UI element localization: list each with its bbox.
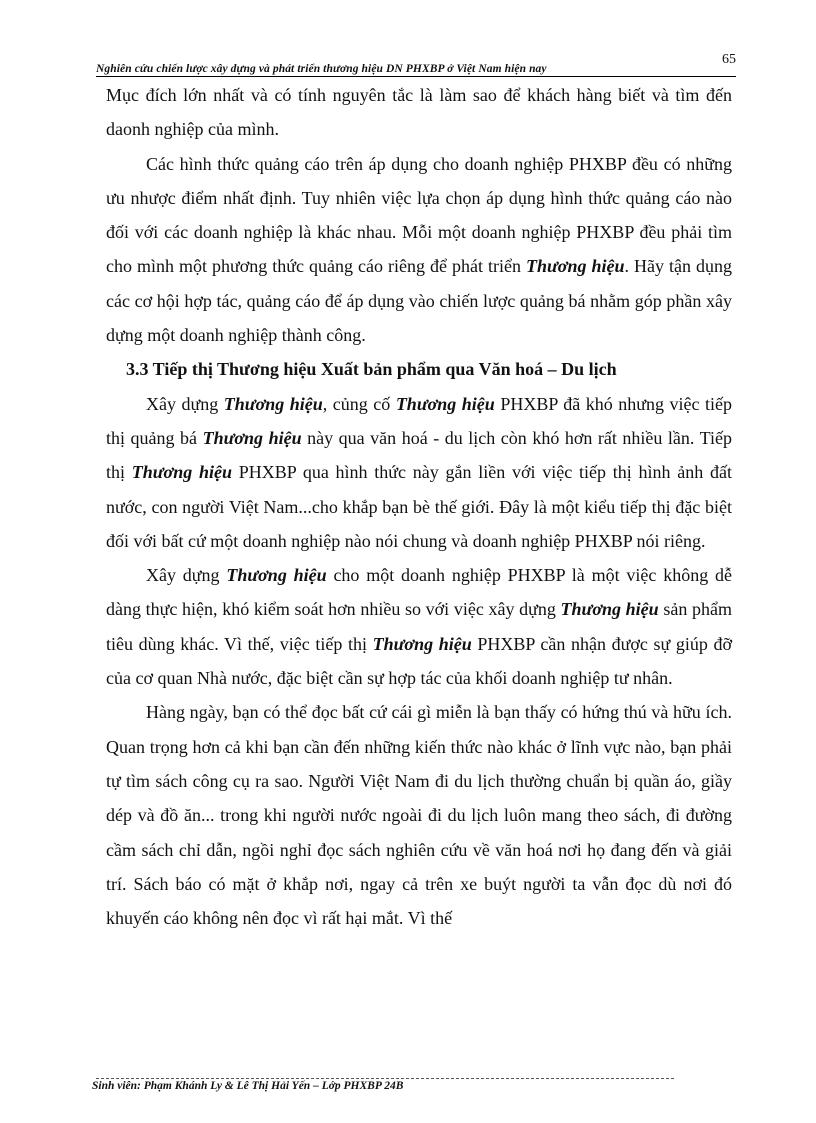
section-heading: 3.3 Tiếp thị Thương hiệu Xuất bản phẩm qua Văn hoá – Du lịch bbox=[126, 359, 617, 380]
term-emphasis: Thương hiệu bbox=[223, 393, 323, 414]
term-emphasis: Thương hiệu bbox=[395, 393, 495, 414]
paragraph-text: Hàng ngày, bạn có thể đọc bất cứ cái gì miễn là bạn thấy có hứng thú và hữu ích. Quan trọng hơn cả khi bạn cần đến những kiến thức nào khác ở lĩnh vực nào, bạn phải tự tìm sách công cụ ra sao. Người Việt Nam đi du lịch thường chuẩn bị quần áo, giầy dép và đồ ăn... trong khi người nước ngoài đi du lịch luôn mang theo sách, đi đường cầm sách chỉ dẫn, ngồi nghỉ đọc sách nghiên cứu về văn hoá nơi họ đang đến và giải trí. Sách báo có mặt ở khắp nơi, ngay cả trên xe buýt người ta vẫn đọc dù nơi đó khuyến cáo không nên đọc vì rất hại mắt. Vì thế bbox=[106, 702, 732, 929]
paragraph-text: PHXBP qua hình thức này gắn liền với việc tiếp thị hình ảnh đất nước, con người Việt Nam...cho khắp bạn bè thế giới. Đây là một kiểu tiếp thị đặc biệt đối với bất cứ một doanh nghiệp nào nói chung và doanh nghiệp PHXBP nói riêng. bbox=[106, 462, 732, 551]
paragraph-text: PHXBP cần nhận được sự giúp đỡ của cơ quan Nhà nước, đặc biệt cần sự hợp tác của khối doanh nghiệp tư nhân. bbox=[106, 633, 732, 689]
paragraph-text: Xây dựng bbox=[146, 565, 227, 586]
term-emphasis: Thương hiệu bbox=[526, 256, 625, 277]
paragraph-text: , củng cố bbox=[322, 393, 396, 414]
paragraph-text: này qua văn hoá - du lịch còn khó hơn rất nhiều lần. Tiếp thị bbox=[106, 427, 732, 483]
paragraph-text: PHXBP đã khó nhưng việc tiếp thị quảng bá bbox=[106, 393, 732, 448]
paragraph-2 bbox=[106, 147, 732, 353]
term-emphasis: Thương hiệu bbox=[560, 599, 659, 620]
paragraph-3 bbox=[106, 387, 732, 558]
term-emphasis: Thương hiệu bbox=[131, 462, 232, 483]
paragraph-1 bbox=[106, 78, 732, 147]
page-header bbox=[96, 52, 736, 77]
paragraph-text: sản phẩm tiêu dùng khác. Vì thế, việc tiếp thị bbox=[106, 599, 732, 654]
page-number: 65 bbox=[722, 52, 736, 67]
paragraph-text: Xây dựng bbox=[146, 393, 224, 414]
paragraph-text: Các hình thức quảng cáo trên áp dụng cho doanh nghiệp PHXBP đều có những ưu nhược điểm nhất định. Tuy nhiên việc lựa chọn áp dụng hình thức quảng cáo nào đối với các doanh nghiệp là khác nhau. Mỗi một doanh nghiệp PHXBP đều phải tìm cho mình một phương thức quảng cáo riêng để phát triển bbox=[106, 153, 732, 277]
paragraph-text: cho một doanh nghiệp PHXBP là một việc không dễ dàng thực hiện, khó kiểm soát hơn nhiều so với việc xây dựng bbox=[106, 565, 732, 620]
paragraph-text: Mục đích lớn nhất và có tính nguyên tắc là làm sao để khách hàng biết và tìm đến daonh nghiệp của mình. bbox=[106, 85, 732, 140]
document-body bbox=[106, 78, 732, 935]
term-emphasis: Thương hiệu bbox=[202, 427, 302, 448]
paragraph-text: . Hãy tận dụng các cơ hội hợp tác, quảng cáo để áp dụng vào chiến lược quảng bá nhằm góp phần xây dựng một doanh nghiệp thành công. bbox=[106, 256, 732, 346]
term-emphasis: Thương hiệu bbox=[372, 633, 472, 654]
term-emphasis: Thương hiệu bbox=[226, 565, 327, 586]
footer-divider bbox=[96, 1078, 674, 1079]
paragraph-5 bbox=[106, 695, 732, 935]
header-title: Nghiên cứu chiến lược xây dựng và phát triển thương hiệu DN PHXBP ở Việt Nam hiện nay bbox=[96, 63, 547, 75]
footer-text: Sinh viên: Phạm Khánh Ly & Lê Thị Hải Yến – Lớp PHXBP 24B bbox=[92, 1080, 404, 1092]
paragraph-4 bbox=[106, 558, 732, 695]
